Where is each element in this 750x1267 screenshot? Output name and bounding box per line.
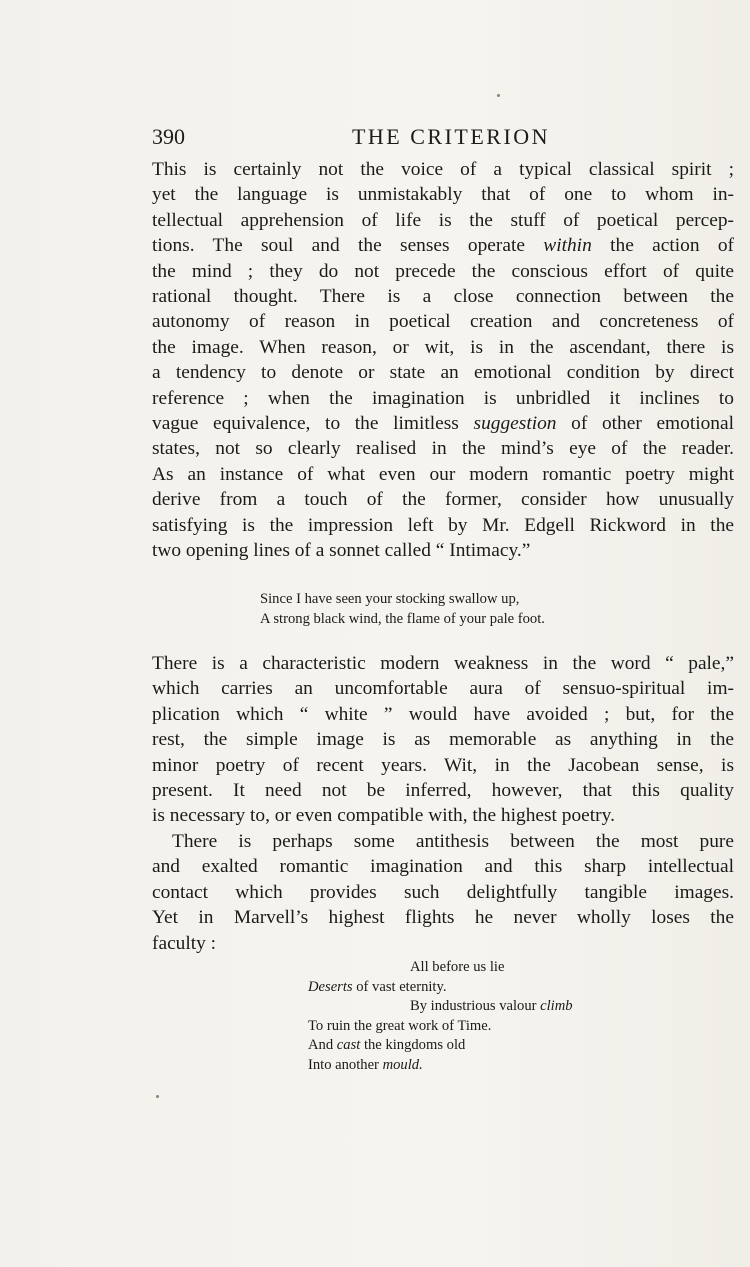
text-run: tions. The soul and the senses operate [152,235,544,257]
italic-run: suggestion [473,413,557,435]
text-line: satisfying is the impression left by Mr. Edgell Rickword in the [152,514,734,536]
text-line: present. It need not be inferred, however, that this quality [152,780,734,802]
quoted-verse-1 [260,589,545,629]
text-line: the mind ; they do not precede the conscious effort of quite [152,260,734,282]
paper-speck [156,1095,159,1098]
running-head [152,122,734,152]
text-line [152,233,734,258]
text-line: minor poetry of recent years. Wit, in the Jacobean sense, is [152,754,734,776]
paragraph-3 [152,829,734,956]
text-line: yet the language is unmistakably that of one to whom in- [152,184,734,206]
text-line: the image. When reason, or wit, is in the ascendant, there is [152,336,734,358]
text-run: the action of [591,235,734,257]
paragraph-2 [152,651,734,829]
text-line: faculty : [152,932,217,954]
text-line: rest, the simple image is as memorable as anything in the [152,729,734,751]
paper-speck [497,94,500,97]
verse-line: Since I have seen your stocking swallow up, [260,591,520,607]
text-run: By industrious valour [410,998,541,1015]
text-line: is necessary to, or even compatible with, the highest poetry. [152,805,615,827]
text-line: contact which provides such delightfully tangible images. [152,881,734,903]
text-line: This is certainly not the voice of a typical classical spirit ; [152,159,734,180]
verse-line: A strong black wind, the flame of your pale foot. [260,611,545,627]
text-line: There is perhaps some antithesis between the most pure [172,831,734,852]
text-line: As an instance of what even our modern romantic poetry might [152,463,734,485]
italic-run: climb [540,998,573,1015]
italic-run: cast [336,1037,361,1054]
text-line: There is a characteristic modern weakness in the word “ pale,” [152,653,734,674]
italic-run: within [543,235,592,257]
text-run: of vast eternity. [352,978,447,995]
verse-line [308,978,573,998]
text-line: autonomy of reason in poetical creation and concreteness of [152,311,734,333]
text-line: a tendency to denote or state an emotional condition by direct [152,362,734,384]
text-line: derive from a touch of the former, consider how unusually [152,489,734,511]
text-run: vague equivalence, to the limitless [152,413,474,435]
text-line: which carries an uncomfortable aura of sensuo-spiritual im- [152,678,734,700]
verse-line: To ruin the great work of Time. [308,1017,492,1034]
text-line: Yet in Marvell’s highest flights he never wholly loses the [152,907,734,929]
text-run: Into another [308,1056,383,1073]
verse-line [308,997,573,1017]
italic-run: mould. [382,1056,423,1073]
text-line: rational thought. There is a close connection between the [152,286,734,308]
text-line: and exalted romantic imagination and this sharp intellectual [152,856,734,878]
running-title: THE CRITERION [351,124,551,149]
text-line [152,411,734,436]
text-run: the kingdoms old [360,1037,466,1054]
text-line: two opening lines of a sonnet called “ Intimacy.” [152,540,531,562]
verse-line [308,1036,573,1056]
text-line: plication which “ white ” would have avoided ; but, for the [152,703,734,725]
page-number: 390 [152,124,185,149]
verse-line [308,1056,573,1076]
paragraph-1 [152,157,734,564]
text-run: And [308,1037,337,1054]
text-line: tellectual apprehension of life is the stuff of poetical percep- [152,209,734,231]
text-run: of other emotional [556,413,734,435]
verse-line: All before us lie [410,959,505,975]
text-line: reference ; when the imagination is unbridled it inclines to [152,387,734,409]
italic-run: Deserts [308,978,353,995]
text-line: states, not so clearly realised in the mind’s eye of the reader. [152,438,734,460]
quoted-verse-2 [308,958,573,1076]
